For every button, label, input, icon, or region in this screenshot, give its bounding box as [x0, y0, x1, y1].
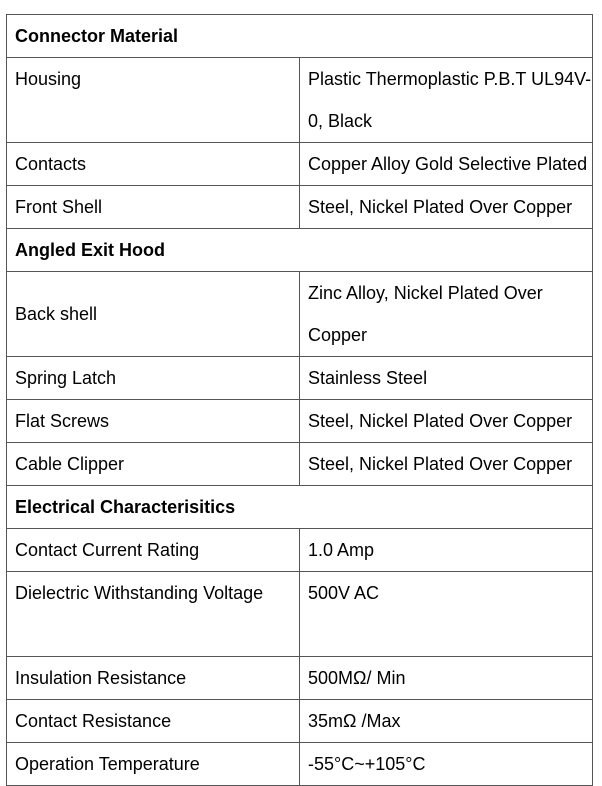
- table-row: [7, 186, 593, 229]
- row-label: Contact Resistance: [7, 700, 300, 743]
- row-label: Housing: [7, 58, 300, 143]
- row-value: Steel, Nickel Plated Over Copper: [300, 186, 593, 229]
- table-row: [7, 657, 593, 700]
- section-title: Connector Material: [7, 15, 593, 58]
- row-value: 35mΩ /Max: [300, 700, 593, 743]
- table-row: [7, 400, 593, 443]
- row-value: Stainless Steel: [300, 357, 593, 400]
- row-label: Spring Latch: [7, 357, 300, 400]
- table-row: [7, 58, 593, 143]
- table-row: [7, 700, 593, 743]
- table-row: [7, 743, 593, 786]
- row-label: Operation Temperature: [7, 743, 300, 786]
- row-label: Contact Current Rating: [7, 529, 300, 572]
- section-title: Angled Exit Hood: [7, 229, 593, 272]
- section-header-electrical-characteristics: [7, 486, 593, 529]
- row-label: Cable Clipper: [7, 443, 300, 486]
- row-label: Insulation Resistance: [7, 657, 300, 700]
- table-row: [7, 443, 593, 486]
- table-row: [7, 143, 593, 186]
- table-row: [7, 357, 593, 400]
- table-row: [7, 529, 593, 572]
- row-label: Back shell: [7, 272, 300, 357]
- row-value: Steel, Nickel Plated Over Copper: [300, 443, 593, 486]
- row-value: 1.0 Amp: [300, 529, 593, 572]
- row-value: -55°C~+105°C: [300, 743, 593, 786]
- row-label: Contacts: [7, 143, 300, 186]
- row-value: 500V AC: [300, 572, 593, 657]
- row-value: Steel, Nickel Plated Over Copper: [300, 400, 593, 443]
- table-row: [7, 272, 593, 357]
- row-label: Flat Screws: [7, 400, 300, 443]
- section-title: Electrical Characterisitics: [7, 486, 593, 529]
- row-value: Plastic Thermoplastic P.B.T UL94V-0, Black: [300, 58, 593, 143]
- section-header-angled-exit-hood: [7, 229, 593, 272]
- row-label: Dielectric Withstanding Voltage: [7, 572, 300, 657]
- row-value: Zinc Alloy, Nickel Plated Over Copper: [300, 272, 593, 357]
- row-label: Front Shell: [7, 186, 300, 229]
- section-header-connector-material: [7, 15, 593, 58]
- spec-table: [6, 14, 593, 786]
- row-value: Copper Alloy Gold Selective Plated: [300, 143, 593, 186]
- row-value: 500MΩ/ Min: [300, 657, 593, 700]
- table-row: [7, 572, 593, 657]
